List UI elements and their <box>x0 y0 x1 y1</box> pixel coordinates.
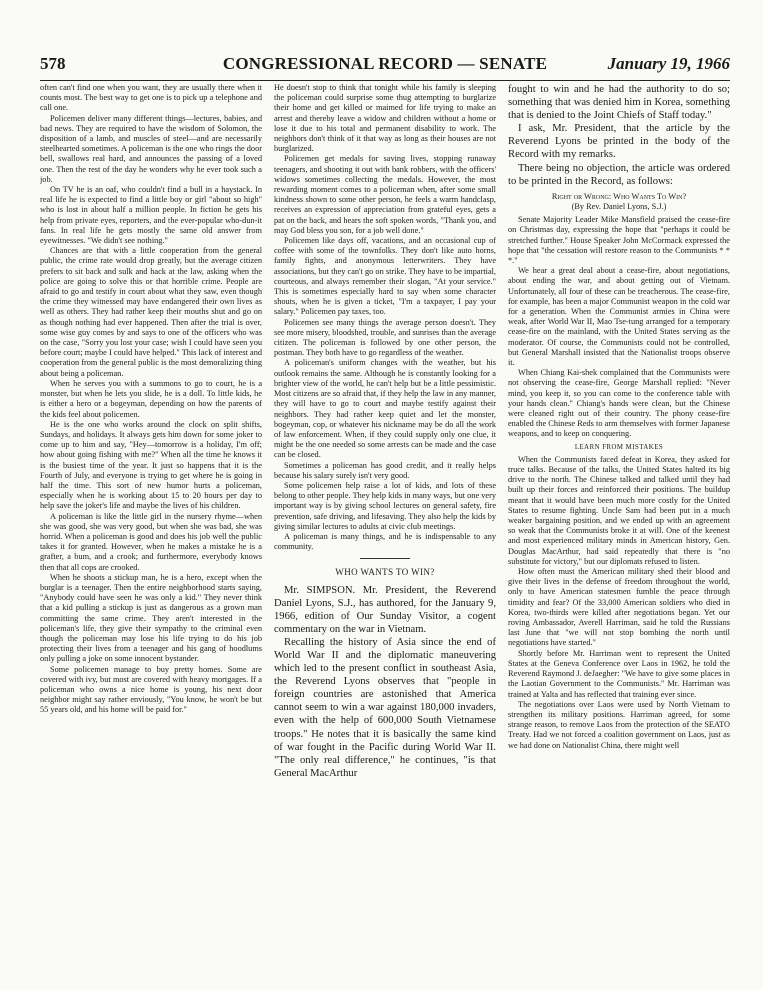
paragraph: A policeman is many things, and he is indispensable to any community. <box>274 531 496 552</box>
column-1 <box>40 83 262 978</box>
paragraph: When he shoots a stickup man, he is a hero, except when the burglar is a teenager. Then the entire neighborhood starts saying, "Anybody could have seen he was only a kid." They never think that a kid pulling a stickup is just as dangerous as a grown man committing the same crime. They aren't interested in the policeman's life, they give their sympathy to the criminal even though the policeman may lose his life trying to do his job protecting their lives from a teenager and his gang of hoodlums only pulling a joke on some innocent bystander. <box>40 572 262 664</box>
paragraph: Recalling the history of Asia since the end of World War II and the diplomatic maneuvering which led to the present conflict in southeast Asia, the Reverend Lyons observes that "people in foreign countries are astonished that America cannot seem to win a war against 180,000 invaders, even with the help of 600,000 South Vietnamese troops." He notes that it is basically the same kind of war fought in the Pacific during World War II. "The only real difference," he continues, "is that General MacArthur <box>274 636 496 779</box>
paragraph: I ask, Mr. President, that the article by the Reverend Lyons be printed in the body of the Record with my remarks. <box>508 123 730 161</box>
paragraph: Policemen see many things the average person doesn't. They see more misery, bloodshed, trouble, and sunrises than the average citizen. The policeman is followed by one other person, the postman. They both have to go regardless of the weather. <box>274 317 496 358</box>
paragraph: A policeman is like the little girl in the nursery rhyme—when she was good, she was very good, but when she was bad, she was horrid. When a policeman is good and does his job well the public takes it for granted. However, when he makes a mistake he is a grafter, a bum, and a crook; and furthermore, everybody knows then that all cops are crooked. <box>40 511 262 572</box>
paragraph: Some policemen manage to buy pretty homes. Some are covered with ivy, but most are covered with heavy mortgages. If a policeman who owns a nice home is young, his next door neighbor might say rather enviously, "You know, he won't be but 55 years old, and his home will be paid for." <box>40 664 262 715</box>
column-3 <box>508 83 730 978</box>
section-divider <box>360 558 410 559</box>
paragraph: A policeman's uniform changes with the weather, but his outlook remains the same. Although he is constantly looking for a brighter view of the world, he can't help but be a little pessimistic. Most citizens are so afraid that, if they help the law in any manner, they will have to go to court and maybe testify against their neighbors. They had rather keep quiet and let the monster, bogeyman, cop, or whatever his nickname may be do all the work of law enforcement. When, if they could supply only one clue, it might be the one needed so some arrests can be made and the case can be closed. <box>274 358 496 460</box>
paragraph: Policemen like days off, vacations, and an occasional cup of coffee with some of the townfolks. They don't like auto horns, family fights, and anonymous letterwriters. They have associations, but they can't go on strike. They have to be impartial, courteous, and always remember their slogan, "At your service." This is sometimes especially hard to say when some character shouts, when he is given a ticket, "I'm a taxpayer, I pay your salary." Policemen pay taxes, too. <box>274 236 496 317</box>
paragraph: Chances are that with a little cooperation from the general public, the crime rate would drop greatly, but the average citizen prefers to sit back and sulk and hack at the law, asking when the police are going to solve this or that horrible crime. People are afraid to go and testify in court about what they saw, even though the crime they witnessed may have endangered their own lives as well as others. They had rather keep their mouths shut and go on as though nothing had ever happened. Then after the trial is over, some wise guy comes by and says to one of the officers who was on the case, "Sorry you lost your case; wish I could have seen you before court; maybe I could have helped." This lack of interest and cooperation from the general public is the most demoralizing thing about being a policeman. <box>40 246 262 378</box>
paragraph: often can't find one when you want, they are usually there when it counts most. The best way to get one is to pick up a telephone and call one. <box>40 83 262 113</box>
page-number: 578 <box>40 54 66 73</box>
paragraph: When the Communists faced defeat in Korea, they asked for truce talks. Because of the talks, the United States halted its big drive to the north. The Chinese talked and talked until they had built up their forces and reinforced their positions. The buildup meant that it would have been much more costly for the United States to resume fighting. Uncle Sam had been put in a much weaker bargaining position, and we ended up with an agreement so weak that the Communists broke it at will. One of the keenest and most experienced military minds in American history, Gen. Douglas MacArthur, had said repeatedly that there is "no substitute for victory," but our diplomats refused to listen. <box>508 454 730 566</box>
column-2 <box>274 83 496 978</box>
paragraph: Mr. SIMPSON. Mr. President, the Reverend Daniel Lyons, S.J., has authored, for the January 9, 1966, edition of Our Sunday Visitor, a cogent commentary on the war in Vietnam. <box>274 584 496 635</box>
paragraph: There being no objection, the article was ordered to be printed in the Record, as follows: <box>508 162 730 187</box>
publication-title: CONGRESSIONAL RECORD — SENATE <box>222 54 548 73</box>
paragraph: Shortly before Mr. Harriman went to represent the United States at the Geneva Conference over Laos in 1962, he told the Reverend Raymond J. deJaegher: "We have to give some places in the Laotian Government to the Communists." Mr. Harriman was trained at Yalta and has reflected that training ever since. <box>508 648 730 699</box>
paragraph: We hear a great deal about a cease-fire, about negotiations, about ending the war, and about getting out of Vietnam. Unfortunately, all four of these can be treacherous. The cease-fire, for example, has been a major Communist weapon in the cold war for a generation. When the Communist armies in China were weak, after World War II, Mao Tse-tung arranged for a temporary cease-fire on the mainland, with the United States serving as the moderator. Of course, the Communists could not be controlled, but General Marshall insisted that the Nationalist troops observe it. <box>508 266 730 367</box>
paragraph: He doesn't stop to think that tonight while his family is sleeping the policeman could surprise some thug attempting to burglarize their home and get killed or maimed for life trying to make an arrest and thereby leave a widow and children without a home or lose it due to his total and permanent disability to work. The neighbors don't think of it that way as long as their houses are not burglarized. <box>274 83 496 154</box>
paragraph: fought to win and he had the authority to do so; something that was denied him in Korea, something that is denied to the Joint Chiefs of Staff today." <box>508 84 730 122</box>
issue-date: January 19, 1966 <box>607 54 730 73</box>
text-columns <box>40 83 730 978</box>
paragraph: Senate Majority Leader Mike Mansfield praised the cease-fire on Christmas day, expressing the hope that "perhaps it could be stretched further." House Speaker John McCormack expressed the hope that "the cessation will restore reason to the Communists * * *." <box>508 215 730 265</box>
article-title: Right or Wrong: Who Wants To Win? <box>551 191 687 201</box>
paragraph: On TV he is an oaf, who couldn't find a bull in a haystack. In real life he is expected to find a little boy or girl "about so high" who is lost in about half a million people. In fiction he gets his help from private eyes, reporters, and the ever-popular who-dun-it fans. In real life he gets mostly the same old answer from eyewitnesses. "We didn't see nothing." <box>40 185 262 246</box>
paragraph: He is the one who works around the clock on split shifts, Sundays, and holidays. It always gets him down for some joker to come up to him and say, "Hey—tomorrow is a holiday, I'm off; how about going fishing with me?" When all the time he knows it is the busiest time of the year. It just so happens that it is the Fourth of July, and everyone is trying to get where he is going in half the time. This sort of new humor hurts a policeman, especially when he is working about 15 to 20 hours per day to help save the joker's life and maybe the lives of his children. <box>40 419 262 511</box>
page-header <box>40 54 730 81</box>
section-heading: WHO WANTS TO WIN? <box>335 567 435 578</box>
paragraph: How often must the American military shed their blood and give their lives in the defense of freedom throughout the world, only to have American statesmen fumble the peace through timidity and fear? Of the 33,000 American soldiers who died in Korea, two-thirds were killed after negotiations began. Yet our roving Ambassador, Averell Harriman, said he told the Russians last June that "we will not stop bombing the north until negotiations have started." <box>508 567 730 648</box>
article-byline: (By Rev. Daniel Lyons, S.J.) <box>571 201 667 211</box>
paragraph: When Chiang Kai-shek complained that the Communists were not observing the cease-fire, George Marshall replied: "Never mind, you keep it, so you can come to the conference table with your hands clean." Chiang's hands were clean, but the Chinese were cleaned right out of their country. The phony cease-fire enabled the Chinese Reds to arm themselves with former Japanese weapons, and to keep on conquering. <box>508 368 730 439</box>
paragraph: Policemen deliver many different things—lectures, babies, and bad news. They are required to have the wisdom of Solomon, the disposition of a lamb, and muscles of steel—and are necessarily steelhearted sometimes. A policeman is the one who rings the door bell, swallows real hard, and announces the passing of a loved one. Then the rest of the day he wonders why he ever took such a job. <box>40 113 262 184</box>
paragraph: When he serves you with a summons to go to court, he is a monster, but when he lets you slide, he is a doll. To little kids, he is either a hero or a bogeyman, depending on how the parents of the kids feel about policemen. <box>40 378 262 419</box>
paragraph: Sometimes a policeman has good credit, and it really helps because his salary surely isn't very good. <box>274 460 496 480</box>
subheading: LEARN FROM MISTAKES <box>574 443 664 451</box>
paragraph: Policemen get medals for saving lives, stopping runaway teenagers, and shooting it out with bank robbers, with the officers' widows sometimes collecting the medals. However, the most rewarding moment comes to a policeman when, after some small kindness shown to some other person, he feels a warm handclasp, receives an expression of appreciation from grateful eyes, gets a pat on the back, and hears the soft spoken words, "Thank you, and may God bless you son, for a job well done." <box>274 154 496 235</box>
paragraph: The negotiations over Laos were used by North Vietnam to strengthen its military positions. Harriman agreed, for some strange reason, to remove Laos from the protection of the SEATO Treaty. Had we not forced a coalition government on Laos, just as we had done on Nationalist China, there might well <box>508 699 730 750</box>
paragraph: Some policemen help raise a lot of kids, and lots of these belong to other people. They help kids in many ways, but one very important way is by giving school lectures on general safety, fire prevention, safe driving, and lifesaving. They also help the kids by giving similar lectures to adults at civic club meetings. <box>274 480 496 531</box>
